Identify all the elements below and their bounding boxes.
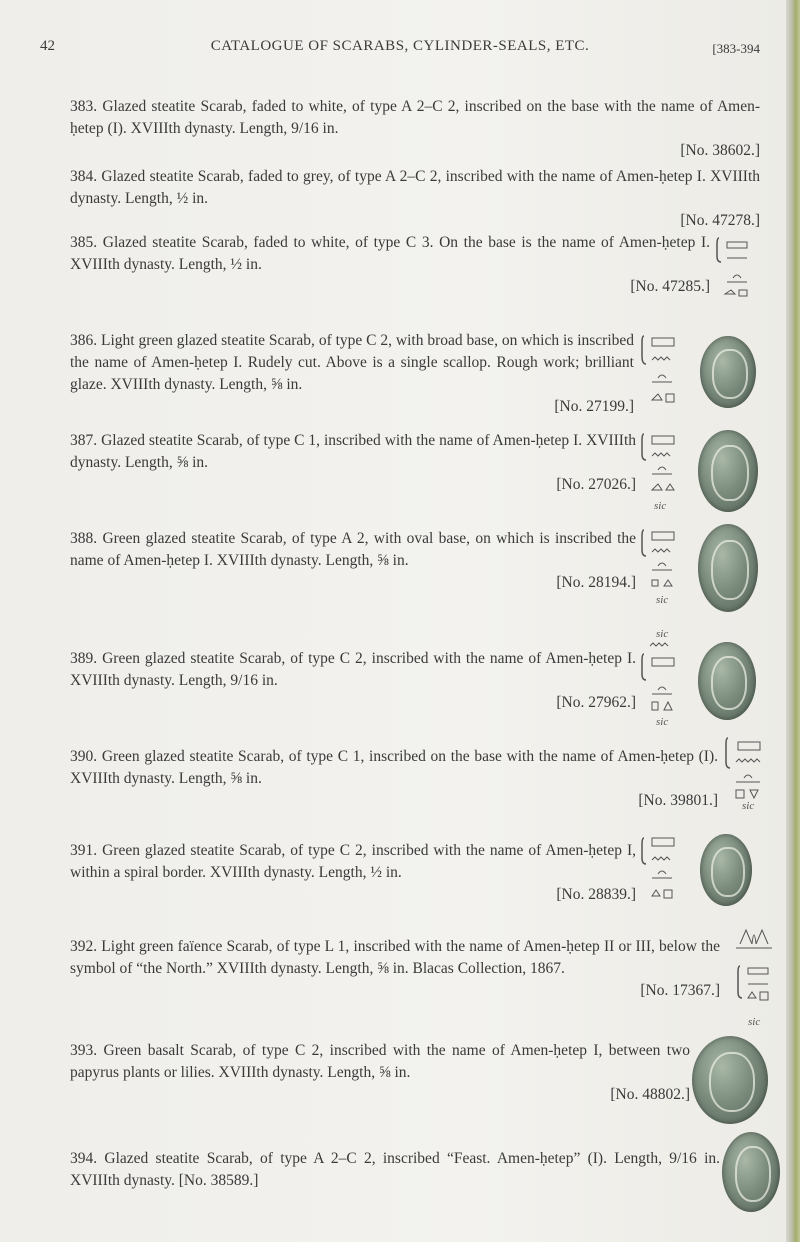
entry-388 <box>70 528 636 594</box>
entry-number: 386. <box>70 332 98 349</box>
entry-text: Glazed steatite Scarab, faded to white, of type C 3. On the base is the name of Amen-ḥetep I. XVIIIth dynasty. Length, ½ in. <box>70 234 710 273</box>
registration-number: [No. 39801.] <box>638 792 718 809</box>
registration-number: [No. 28839.] <box>556 886 636 903</box>
north-symbol-hieroglyph <box>730 922 778 1018</box>
registration-number: [No. 27199.] <box>554 398 634 415</box>
entry-number: 393. <box>70 1042 98 1059</box>
scarab-image <box>700 834 752 906</box>
entry-390 <box>70 746 718 812</box>
cartouche-hieroglyph <box>724 734 768 806</box>
cartouche-hieroglyph <box>640 640 680 716</box>
entry-text: Green glazed steatite Scarab, of type C 2, inscribed with the name of Amen-ḥetep I, within a spiral border. XVIIIth dynasty. Length, ½ in. <box>70 842 636 881</box>
entry-number: 387. <box>70 432 98 449</box>
entry-number: 388. <box>70 530 98 547</box>
registration-number: [No. 27026.] <box>556 476 636 493</box>
scarab-image <box>700 336 756 408</box>
cartouche-hieroglyph <box>640 430 680 500</box>
entry-text: Light green faïence Scarab, of type L 1, inscribed with the name of Amen-ḥetep II or III, below the symbol of “the North.” XVIIIth dynasty. Length, ⅝ in. Blacas Collection, 1867. <box>70 938 721 977</box>
entry-386 <box>70 330 634 418</box>
scarab-image <box>698 642 756 720</box>
entry-number: 392. <box>70 938 98 955</box>
entry-385 <box>70 232 710 298</box>
sic-note: sic <box>748 1016 761 1028</box>
entry-393 <box>70 1040 690 1106</box>
sic-note: sic <box>656 628 669 640</box>
entry-range: [383-394 <box>712 41 760 56</box>
entry-text: Green glazed steatite Scarab, of type C 2, inscribed with the name of Amen-ḥetep I. XVIIIth dynasty. Length, 9/16 in. <box>70 650 636 689</box>
registration-number: [No. 38602.] <box>680 142 760 159</box>
entry-text: Glazed steatite Scarab, of type C 1, inscribed with the name of Amen-ḥetep I. XVIIIth dynasty. Length, ⅝ in. <box>70 432 636 471</box>
sic-note: sic <box>742 800 755 812</box>
registration-number: [No. 28194.] <box>556 574 636 591</box>
entry-number: 391. <box>70 842 98 859</box>
registration-number: [No. 48802.] <box>610 1086 690 1103</box>
entry-383 <box>70 96 760 162</box>
registration-number: [No. 38589.] <box>178 1172 259 1189</box>
sic-note: sic <box>656 594 669 606</box>
entry-text: Green glazed steatite Scarab, of type C 1, inscribed on the base with the name of Amen-ḥetep (I). XVIIIth dynasty. Length, ⅝ in. <box>70 748 719 787</box>
running-title: CATALOGUE OF SCARABS, CYLINDER-SEALS, ETC. <box>210 38 590 54</box>
page-edge <box>786 0 800 1242</box>
entry-text: Glazed steatite Scarab, of type A 2–C 2, inscribed “Feast. Amen-ḥetep” (I). Length, 9/16 in. XVIIIth dynasty. <box>70 1150 721 1189</box>
entry-number: 383. <box>70 98 98 115</box>
cartouche-hieroglyph <box>715 234 755 304</box>
scarab-image <box>692 1036 768 1124</box>
registration-number: [No. 27962.] <box>556 694 636 711</box>
entry-389 <box>70 648 636 714</box>
entry-number: 385. <box>70 234 98 251</box>
registration-number: [No. 47285.] <box>630 278 710 295</box>
entry-text: Green basalt Scarab, of type C 2, inscribed with the name of Amen-ḥetep I, between two papyrus plants or lilies. XVIIIth dynasty. Length, ⅝ in. <box>70 1042 691 1081</box>
entry-384 <box>70 166 760 232</box>
scarab-image <box>698 430 758 512</box>
scarab-image <box>722 1132 780 1212</box>
page-number: 42 <box>40 38 55 54</box>
cartouche-hieroglyph <box>640 332 680 408</box>
sic-note: sic <box>654 500 667 512</box>
entry-text: Green glazed steatite Scarab, of type A 2, with oval base, on which is inscribed the name of Amen-ḥetep I. XVIIIth dynasty. Length, ⅝ in. <box>70 530 637 569</box>
cartouche-hieroglyph <box>640 526 680 596</box>
entry-text: Light green glazed steatite Scarab, of type C 2, with broad base, on which is inscribed the name of Amen-ḥetep I. Rudely cut. Above is a single scallop. Rough work; brilliant glaze. XVIIIth dynasty. Length, ⅝ in. <box>70 332 635 393</box>
entry-392 <box>70 936 720 1002</box>
entry-391 <box>70 840 636 906</box>
entry-text: Glazed steatite Scarab, faded to grey, of type A 2–C 2, inscribed with the name of Amen-ḥetep I. XVIIIth dynasty. Length, ½ in. <box>70 168 761 207</box>
scarab-image <box>698 524 758 612</box>
entry-387 <box>70 430 636 496</box>
registration-number: [No. 17367.] <box>640 982 720 999</box>
entry-number: 384. <box>70 168 98 185</box>
entry-number: 390. <box>70 748 98 765</box>
sic-note: sic <box>656 716 669 728</box>
entry-number: 389. <box>70 650 98 667</box>
cartouche-hieroglyph <box>640 834 680 906</box>
entry-text: Glazed steatite Scarab, faded to white, of type A 2–C 2, inscribed on the base with the name of Amen-ḥetep (I). XVIIIth dynasty. Length, 9/16 in. <box>70 98 760 137</box>
page-header <box>40 38 760 68</box>
entry-394 <box>70 1148 720 1192</box>
entry-number: 394. <box>70 1150 98 1167</box>
registration-number: [No. 47278.] <box>680 212 760 229</box>
